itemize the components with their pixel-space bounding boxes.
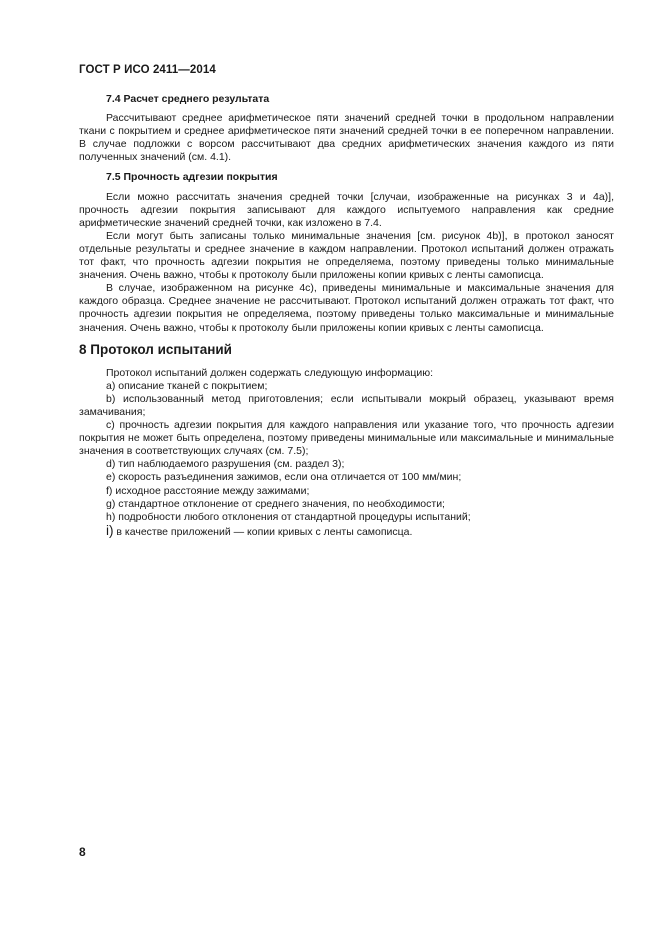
document-header: ГОСТ Р ИСО 2411—2014	[79, 64, 216, 76]
list-item: g) стандартное отклонение от среднего значения, по необходимости;	[106, 497, 445, 510]
section-7-4-title: 7.4 Расчет среднего результата	[106, 93, 270, 105]
section-8-title: 8 Протокол испытаний	[79, 341, 232, 357]
section-7-5-paragraph-1: Если можно рассчитать значения средней точки [случаи, изображенные на рисунках 3 и 4а)], прочность адгезии покрытия записывают для каждого испытуемого направления как средние арифметические значений средней точки, как изложено в 7.4.	[79, 190, 614, 229]
section-7-4-paragraph: Рассчитывают среднее арифметическое пяти значений средней точки в продольном направлении ткани с покрытием и среднее арифметическое пяти значений средней точки в ее поперечном направлении. В случае подложки с ворсом рассчитывают два средних арифметических значения каждого из пяти полученных значений (см. 4.1).	[79, 112, 614, 164]
list-item-i-letter: i)	[106, 522, 114, 538]
list-item: a) описание тканей с покрытием;	[106, 379, 268, 392]
page-number: 8	[79, 845, 86, 859]
list-item-i	[79, 524, 614, 539]
section-7-5-title: 7.5 Прочность адгезии покрытия	[106, 171, 278, 184]
list-item: d) тип наблюдаемого разрушения (см. раздел 3);	[106, 458, 345, 471]
list-item: h) подробности любого отклонения от стандартной процедуры испытаний;	[106, 510, 471, 523]
section-7-5-paragraph-3: В случае, изображенном на рисунке 4с), приведены минимальные и максимальные значения для каждого образца. Среднее значение не рассчитывают. Протокол испытаний должен отражать тот факт, что прочность адгезии покрытия не определяема, поэтому приведены только максимальные и минимальные значения. Очень важно, чтобы к протоколу были приложены копии кривых с ленты самописца.	[79, 282, 614, 334]
list-item: c) прочность адгезии покрытия для каждого направления или указание того, что прочность адгезии покрытия не может быть определена, поэтому приведены минимальные или максимальные и минимальные значения в соответствующих случаях (см. 7.5);	[79, 419, 614, 458]
document-body	[79, 93, 614, 539]
list-item-i-text: в качестве приложений — копии кривых с ленты самописца.	[113, 525, 413, 538]
section-8-list	[79, 367, 614, 539]
section-7-5-paragraph-2: Если могут быть записаны только минимальные значения [см. рисунок 4b)], в протокол заносят отдельные результаты и среднее значение в каждом направлении. Протокол испытаний должен отражать тот факт, что прочность адгезии покрытия не определяема, поэтому приведены только минимальные значения. Очень важно, чтобы к протоколу были приложены копии кривых с ленты самописца.	[79, 229, 614, 282]
list-item: e) скорость разъединения зажимов, если она отличается от 100 мм/мин;	[106, 471, 462, 484]
list-item: f) исходное расстояние между зажимами;	[106, 484, 310, 497]
section-8-intro: Протокол испытаний должен содержать следующую информацию:	[106, 366, 434, 379]
list-item: b) использованный метод приготовления; если испытывали мокрый образец, указывают время замачивания;	[79, 392, 614, 418]
